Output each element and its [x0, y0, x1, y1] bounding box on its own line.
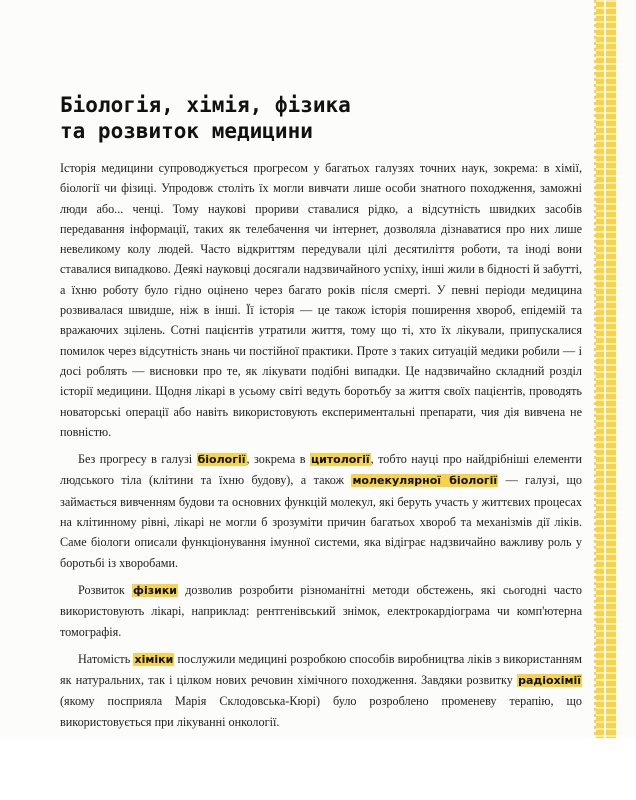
keyword-highlight-molecular-biology: молекулярної біології	[352, 474, 498, 488]
keyword-highlight-biology: біології	[197, 453, 246, 467]
text-segment: Без прогресу в галузі	[78, 452, 197, 467]
text-segment: — галузі, що займається вивченням будови та основних функцій молекул, які беруть участь у життєвих процесах на клітинному рівні, лікарі не могли б зрозуміти причин багатьох хвороб та механізмів дії ліків. Саме біологи описали функціонування імунної системи, яка відіграє надзвичайно важливу роль у боротьбі із хворобами.	[60, 473, 583, 570]
paragraph-2	[60, 449, 582, 573]
paragraph-1: Історія медицини супроводжується прогресом у багатьох галузях точних наук, зокрема: в хімії, біології чи фізиці. Упродовж століть їх могли вивчати лише особи знатного походження, заможні люди або... ченці. Тому наукові прориви ставалися рідко, а відсутність швидких засобів передавання інформації, таких як телебачення чи інтернет, дозволяла дізнаватися про них лише невеликому колу людей. Часто відкриттям передували цілі десятиліття роботи, та іноді вони ставалися випадково. Деякі науковці досягали надзвичайного успіху, інші жили в бідності й забутті, а їхню роботу було гідно оцінено через багато років після смерті. У певні періоди медицина розвивалася швидше, ніж в інші. Її історія — це також історія поширення хвороб, епідемій та вражаючих зцілень. Сотні пацієнтів утратили життя, тому що ті, хто їх лікували, припускалися помилок через відсутність знань чи постійної практики. Проте з таких ситуацій медики робили — і досі роблять — висновки про те, як лікувати подібні випадки. Це надзвичайно складний розділ історії медицини. Щодня лікарі в усьому світі ведуть боротьбу за життя своїх пацієнтів, проводять новаторські операції або навіть використовують експериментальні препарати, чия дія вивчена не повністю.	[60, 161, 582, 439]
title-line-2: та розвиток медицини	[60, 119, 313, 143]
text-segment: Натомість	[78, 651, 134, 666]
text-segment: дозволив розробити різноманітні методи обстежень, які сьогодні часто використовують лікарі, наприклад: рентгенівський знімок, електрокардіограма чи комп'ютерна томографія.	[60, 582, 582, 639]
page-bottom-margin	[0, 738, 636, 800]
title-line-1: Біологія, хімія, фізика	[60, 93, 351, 117]
paragraph-4	[60, 649, 582, 732]
article-body	[60, 158, 582, 766]
text-segment: (якому посприяла Марія Склодовська-Кюрі) було розроблено променеву терапію, що використовується при лікуванні онкології.	[60, 694, 582, 729]
text-segment: , зокрема в	[246, 452, 310, 467]
text-segment: , тобто науці про найдрібніші елементи людського тіла (клітини та їхню будову), а також	[60, 452, 582, 488]
decorative-yellow-band	[596, 0, 616, 738]
paragraph-3	[60, 580, 582, 642]
text-segment: Розвиток	[78, 582, 133, 597]
keyword-highlight-cytology: цитології	[310, 453, 370, 467]
page-title	[60, 92, 580, 144]
keyword-highlight-physics: фізики	[133, 583, 178, 597]
keyword-highlight-radiochemistry: радіохімії	[518, 674, 581, 688]
keyword-highlight-chemists: хіміки	[134, 652, 174, 666]
text-segment: послужили медицині розробкою способів виробництва ліків з використанням як натуральних, так і цілком нових речовин хімічного походження. Завдяки розвитку	[60, 651, 582, 688]
